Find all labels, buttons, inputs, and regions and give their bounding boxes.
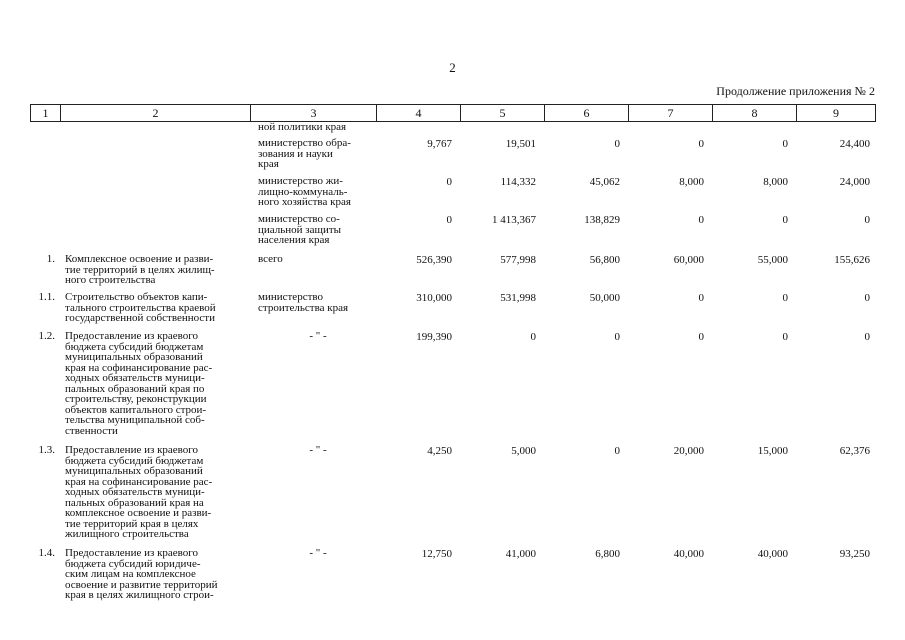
value-cell: 1 413,367 [492, 214, 536, 226]
name-cell: Предоставление из краевого бюджета субсидий бюджетам муниципальных образований края на софинансирование рас- ходных обязательств муници- пальных образований края на комплексное освоение и разви- тие территорий края в целях жилищного строительства [65, 444, 213, 540]
value-cell: 0 [530, 331, 536, 343]
value-cell: 56,800 [589, 254, 620, 266]
value-cell: 8,000 [763, 176, 788, 188]
value-cell: 62,376 [839, 445, 870, 457]
value-cell: 0 [782, 214, 788, 226]
value-cell: 199,390 [416, 331, 452, 343]
executor-cell: всего [258, 253, 283, 265]
row-number: 1.4. [38, 547, 55, 559]
value-cell: 24,400 [839, 138, 870, 150]
value-cell: 0 [782, 331, 788, 343]
value-cell: 0 [446, 214, 452, 226]
value-cell: 0 [698, 214, 704, 226]
value-cell: 138,829 [584, 214, 620, 226]
value-cell: 0 [614, 331, 620, 343]
value-cell: 6,800 [595, 548, 620, 560]
value-cell: 55,000 [757, 254, 788, 266]
executor-cell: министерство обра- зования и науки края [258, 137, 351, 170]
value-cell: 0 [864, 292, 870, 304]
value-cell: 40,000 [673, 548, 704, 560]
value-cell: 9,767 [427, 138, 452, 150]
value-cell: 577,998 [500, 254, 536, 266]
header-col-4: 4 [377, 105, 461, 121]
header-col-2: 2 [61, 105, 251, 121]
value-cell: 8,000 [679, 176, 704, 188]
executor-cell: министерство со- циальной защиты населения края [258, 213, 342, 246]
row-number: 1.2. [38, 330, 55, 342]
value-cell: 114,332 [500, 176, 536, 188]
name-cell: Предоставление из краевого бюджета субсидий юридиче- ским лицам на комплексное освоение и развитие территорий края в целях жилищного строи- [65, 547, 218, 601]
value-cell: 526,390 [416, 254, 452, 266]
value-cell: 0 [698, 292, 704, 304]
value-cell: 20,000 [673, 445, 704, 457]
header-col-6: 6 [545, 105, 629, 121]
executor-cell: министерство строительства края [258, 291, 349, 314]
executor-cell: ной политики края [258, 121, 347, 133]
row-number: 1.3. [38, 444, 55, 456]
executor-cell: - " - [309, 547, 327, 559]
executor-cell: - " - [309, 330, 327, 342]
value-cell: 5,000 [511, 445, 536, 457]
row-number: 1. [46, 253, 55, 265]
value-cell: 0 [782, 292, 788, 304]
value-cell: 0 [614, 445, 620, 457]
header-col-8: 8 [713, 105, 797, 121]
value-cell: 19,501 [505, 138, 536, 150]
value-cell: 0 [698, 331, 704, 343]
value-cell: 4,250 [427, 445, 452, 457]
value-cell: 0 [698, 138, 704, 150]
page-number: 2 [449, 60, 456, 75]
name-cell: Комплексное освоение и разви- тие территорий в целях жилищ- ного строительства [65, 253, 215, 286]
value-cell: 0 [614, 138, 620, 150]
value-cell: 0 [864, 331, 870, 343]
table-header [30, 104, 876, 122]
value-cell: 60,000 [673, 254, 704, 266]
value-cell: 40,000 [757, 548, 788, 560]
value-cell: 15,000 [757, 445, 788, 457]
header-col-3: 3 [251, 105, 377, 121]
continuation-note: Продолжение приложения № 2 [716, 84, 875, 98]
value-cell: 155,626 [834, 254, 870, 266]
name-cell: Предоставление из краевого бюджета субсидий бюджетам муниципальных образований края на софинансирование рас- ходных обязательств муници- пальных образований края по строительству, реконструкции объектов капитального строи- тельства муниципальной соб- ственности [65, 330, 213, 437]
value-cell: 0 [864, 214, 870, 226]
value-cell: 12,750 [421, 548, 452, 560]
value-cell: 0 [782, 138, 788, 150]
executor-cell: - " - [309, 444, 327, 456]
value-cell: 50,000 [589, 292, 620, 304]
header-col-5: 5 [461, 105, 545, 121]
value-cell: 45,062 [589, 176, 620, 188]
header-col-7: 7 [629, 105, 713, 121]
name-cell: Строительство объектов капи- тального строительства краевой государственной собственности [65, 291, 216, 324]
executor-cell: министерство жи- лищно-коммуналь- ного хозяйства края [258, 175, 351, 208]
header-col-1: 1 [31, 105, 61, 121]
value-cell: 531,998 [500, 292, 536, 304]
value-cell: 93,250 [839, 548, 870, 560]
row-number: 1.1. [38, 291, 55, 303]
header-col-9: 9 [797, 105, 876, 121]
value-cell: 0 [446, 176, 452, 188]
value-cell: 41,000 [505, 548, 536, 560]
value-cell: 24,000 [839, 176, 870, 188]
value-cell: 310,000 [416, 292, 452, 304]
